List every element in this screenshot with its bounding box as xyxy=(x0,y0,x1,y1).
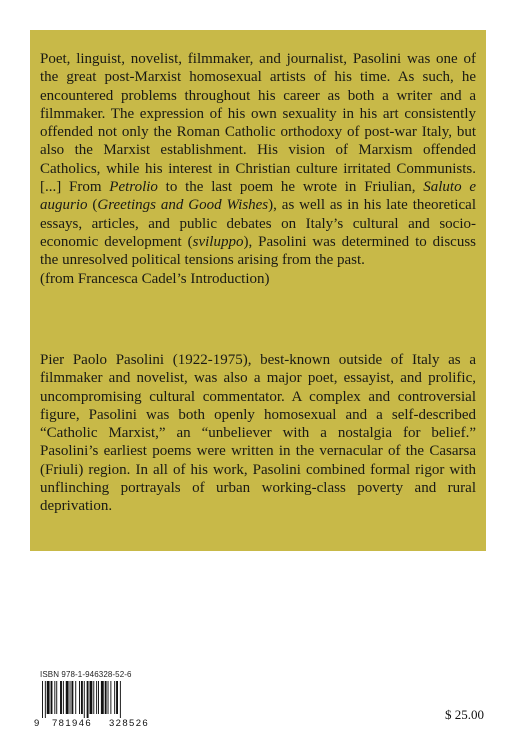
intro-source: (from Francesca Cadel’s Introduction) xyxy=(40,270,270,287)
intro-paragraph: Poet, linguist, novelist, filmmaker, and journalist, Pasolini was one of the great post-Marxist homosexual artists of his time. As such, he encountered problems throughout his career as both a writer and a filmmaker. The expression of his own sexuality in his art consistently offended not only the Roman Catholic orthodoxy of post-war Italy, but also the Marxist establishment. His vision of Marxism offended Catholics, while his interest in Christian culture irritated Communists. [...] From Petrolio to the last poem he wrote in Friulian, Saluto e augurio (Greetings and Good Wishes), as well as in his late theoretical essays, articles, and public debates on Italy’s cultural and socio-economic development (sviluppo), Pasolini was determined to discuss the unresolved political tensions arising from the past. (from Francesca Cadel’s Introduction) xyxy=(40,51,477,287)
price-label: $ 25.00 xyxy=(445,707,484,722)
barcode-digits-left: 781946 xyxy=(52,718,93,729)
isbn-label: ISBN 978-1-946328-52-6 xyxy=(40,670,132,679)
barcode-digit-first: 9 xyxy=(34,718,40,729)
author-bio-paragraph: Pier Paolo Pasolini (1922-1975), best-known outside of Italy as a filmmaker and novelist, was also a major poet, essayist, and prolific, uncompromising cultural commentator. A complex and controversial figure, Pasolini was both openly homosexual and a self-described “Catholic Marxist,” an “unbeliever with a nostalgia for belief.” Pasolini’s earliest poems were written in the vernacular of the Casarsa (Friuli) region. In all of his work, Pasolini combined formal rigor with unflinching portrayals of urban working-class poverty and rural deprivation. xyxy=(40,352,476,515)
barcode-icon xyxy=(40,681,160,718)
barcode-digits-right: 328526 xyxy=(109,718,150,729)
